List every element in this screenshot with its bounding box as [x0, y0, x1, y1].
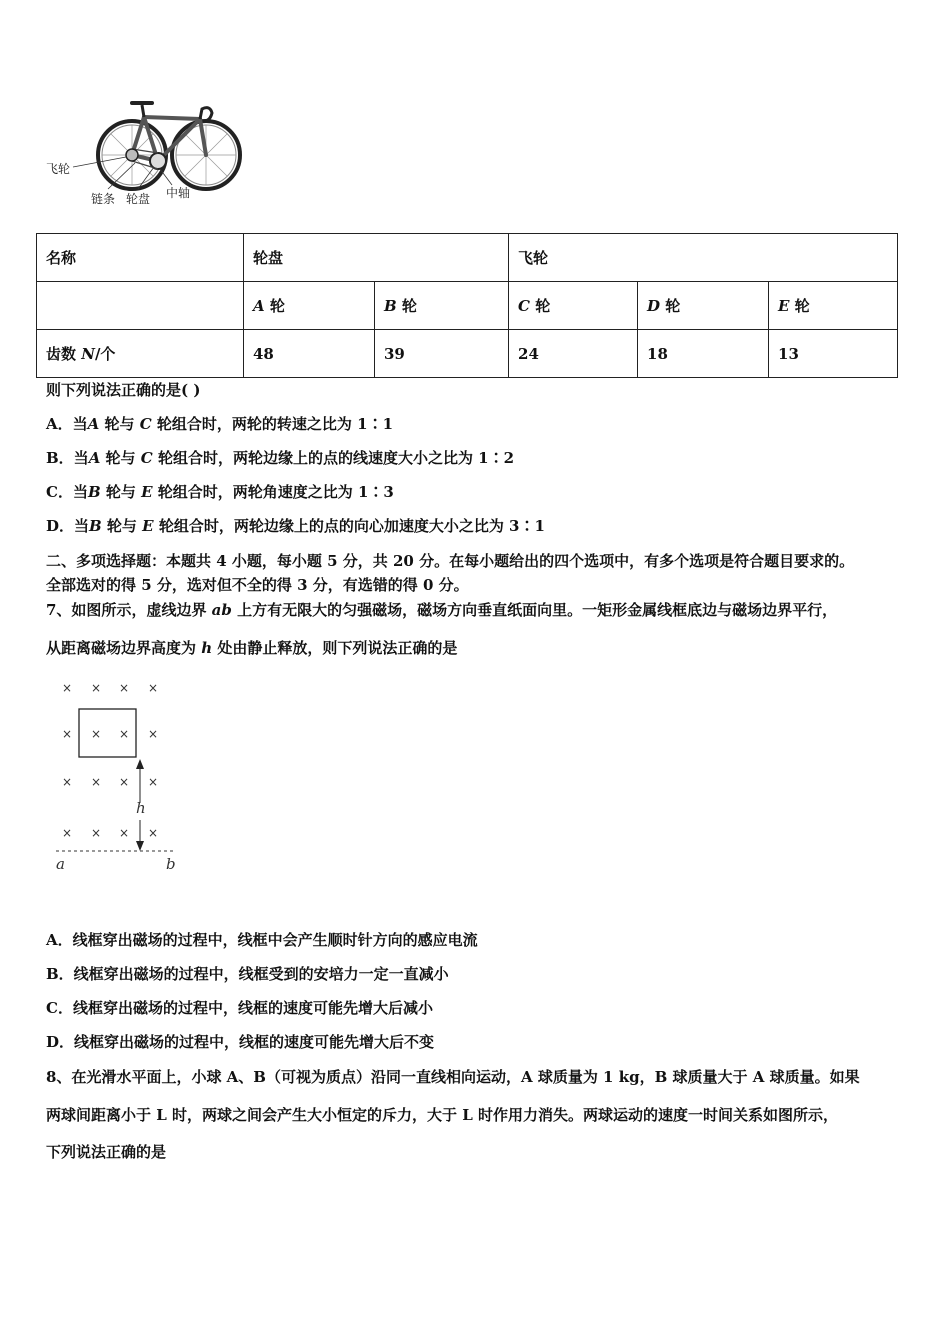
label-flywheel: 飞轮 — [46, 162, 71, 176]
field-cross: × — [62, 727, 73, 741]
field-cross: × — [119, 826, 130, 840]
q6-option-d: D．当B 轮与 E 轮组合时，两轮边缘上的点的向心加速度大小之比为 3∶1 — [46, 517, 545, 535]
q6-option-a: A．当A 轮与 C 轮组合时，两轮的转速之比为 1∶1 — [46, 415, 394, 433]
q7-option-b: B．线框穿出磁场的过程中，线框受到的安培力一定一直减小 — [46, 965, 449, 983]
table-row — [37, 330, 898, 378]
table-cell-teeth-label: 齿数 N/个 — [37, 330, 244, 378]
table-cell-wheel-c: C 轮 — [509, 282, 638, 330]
field-cross: × — [119, 727, 130, 741]
field-cross: × — [62, 775, 73, 789]
section2-line1: 二、多项选择题：本题共 4 小题，每小题 5 分，共 20 分。在每小题给出的四个选项中，有多个选项是符合题目要求的。 — [46, 552, 855, 570]
gear-table — [36, 233, 898, 378]
q7-stem-line1: 7、如图所示，虚线边界 ab 上方有无限大的匀强磁场，磁场方向垂直纸面向里。一矩形金属线框底边与磁场边界平行， — [46, 601, 838, 619]
table-cell-header-flywheel: 飞轮 — [509, 234, 898, 282]
q6-option-b: B．当A 轮与 C 轮组合时，两轮边缘上的点的线速度大小之比为 1∶2 — [46, 449, 515, 467]
field-cross: × — [148, 826, 159, 840]
magnetic-field-figure — [48, 675, 198, 875]
field-cross: × — [148, 727, 159, 741]
field-cross: × — [91, 775, 102, 789]
field-cross: × — [62, 826, 73, 840]
table-cell-wheel-d: D 轮 — [638, 282, 769, 330]
field-cross: × — [91, 681, 102, 695]
q8-stem-line2: 两球间距离小于 L 时，两球之间会产生大小恒定的斥力，大于 L 时作用力消失。两球运动的速度一时间关系如图所示， — [46, 1106, 838, 1124]
field-cross: × — [148, 775, 159, 789]
table-cell-wheel-a: A 轮 — [244, 282, 375, 330]
table-row — [37, 282, 898, 330]
table-cell-header-chainring: 轮盘 — [244, 234, 509, 282]
table-cell-teeth-d: 18 — [638, 330, 769, 378]
label-b: b — [166, 855, 176, 873]
q7-option-a: A．线框穿出磁场的过程中，线框中会产生顺时针方向的感应电流 — [46, 931, 478, 949]
label-axle: 中轴 — [166, 186, 191, 200]
q7-stem-line2: 从距离磁场边界高度为 h 处由静止释放，则下列说法正确的是 — [46, 639, 458, 657]
section2-line2: 全部选对的得 5 分，选对但不全的得 3 分，有选错的得 0 分。 — [46, 576, 469, 594]
table-cell-teeth-b: 39 — [375, 330, 509, 378]
q8-stem-line1: 8、在光滑水平面上，小球 A、B（可视为质点）沿同一直线相向运动，A 球质量为 1 kg，B 球质量大于 A 球质量。如果 — [46, 1068, 860, 1086]
table-cell-teeth-c: 24 — [509, 330, 638, 378]
field-cross: × — [119, 681, 130, 695]
q6-option-c: C．当B 轮与 E 轮组合时，两轮角速度之比为 1∶3 — [46, 483, 394, 501]
table-cell-header-name: 名称 — [37, 234, 244, 282]
table-cell-teeth-a: 48 — [244, 330, 375, 378]
field-cross: × — [119, 775, 130, 789]
field-cross: × — [148, 681, 159, 695]
q8-stem-line3: 下列说法正确的是 — [46, 1143, 167, 1161]
label-a: a — [56, 855, 65, 873]
label-h: h — [136, 799, 146, 817]
q6-prompt: 则下列说法正确的是( ) — [46, 381, 201, 399]
field-cross: × — [91, 826, 102, 840]
q7-option-d: D．线框穿出磁场的过程中，线框的速度可能先增大后不变 — [46, 1033, 435, 1051]
table-cell-teeth-e: 13 — [769, 330, 898, 378]
table-row — [37, 234, 898, 282]
label-chain: 链条 — [91, 192, 116, 206]
table-cell-wheel-b: B 轮 — [375, 282, 509, 330]
field-cross: × — [62, 681, 73, 695]
field-cross: × — [91, 727, 102, 741]
table-cell-empty — [37, 282, 244, 330]
label-chainring: 轮盘 — [126, 192, 151, 206]
q7-option-c: C．线框穿出磁场的过程中，线框的速度可能先增大后减小 — [46, 999, 433, 1017]
table-cell-wheel-e: E 轮 — [769, 282, 898, 330]
